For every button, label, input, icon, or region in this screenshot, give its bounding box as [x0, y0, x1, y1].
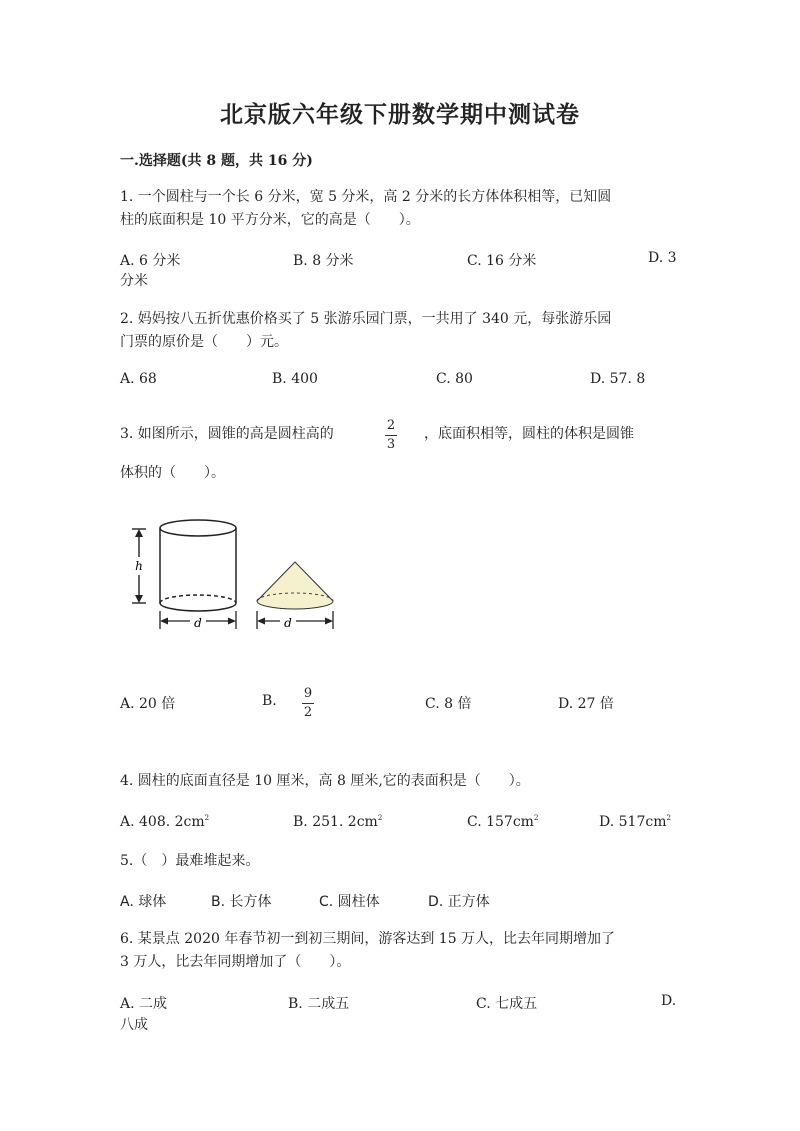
question-1-line-1: 1. 一个圆柱与一个长 6 分米，宽 5 分米，高 2 分米的长方体体积相等，已知圆 — [120, 189, 612, 205]
q4-option-d — [599, 814, 671, 830]
q3-option-b-fraction — [302, 686, 314, 721]
q4-option-c — [467, 814, 538, 830]
q4-option-a-text: A. 408. 2cm — [120, 814, 205, 830]
height-label: h — [135, 559, 143, 573]
q2-option-c: C. 80 — [436, 371, 473, 387]
question-4-line-1: 4. 圆柱的底面直径是 10 厘米，高 8 厘米,它的表面积是（ ）。 — [120, 773, 530, 789]
q3-option-b: B. — [262, 693, 277, 709]
q1-option-d: D. 3 — [648, 250, 677, 266]
cylinder-cone-figure — [120, 515, 345, 640]
q3-option-c: C. 8 倍 — [425, 696, 472, 712]
question-3-line-1a: 3. 如图所示，圆锥的高是圆柱高的 — [120, 426, 334, 442]
question-6-line-1: 6. 某景点 2020 年春节初一到初三期间，游客达到 15 万人，比去年同期增加了 — [120, 931, 616, 947]
q1-option-d-wrap: 分米 — [120, 273, 148, 289]
q6-option-b: B. 二成五 — [288, 996, 350, 1012]
q5-option-b: B. 长方体 — [211, 894, 272, 910]
q5-option-c: C. 圆柱体 — [319, 894, 380, 910]
fraction-bar — [302, 703, 314, 704]
cylinder-diameter-label: d — [194, 616, 202, 630]
question-6-line-2: 3 万人，比去年同期增加了（ ）。 — [120, 954, 351, 970]
q6-option-c: C. 七成五 — [476, 996, 538, 1012]
q2-option-b: B. 400 — [272, 371, 318, 387]
question-2-line-2: 门票的原价是（ ）元。 — [120, 334, 288, 350]
q4-option-a — [120, 814, 209, 830]
q3-option-b-numerator: 9 — [303, 686, 313, 701]
fraction-bar — [385, 435, 397, 436]
q3-option-d: D. 27 倍 — [558, 696, 614, 712]
q6-option-a: A. 二成 — [120, 996, 168, 1012]
cylinder-shape — [160, 520, 236, 611]
q1-option-c: C. 16 分米 — [467, 253, 537, 269]
q6-option-d-wrap: 八成 — [120, 1017, 148, 1033]
q4-option-c-text: C. 157cm — [467, 814, 534, 830]
cone-shape — [257, 562, 333, 609]
unit-superscript: 2 — [533, 814, 539, 822]
unit-superscript: 2 — [204, 814, 210, 822]
section-heading: 一.选择题(共 8 题，共 16 分) — [120, 153, 313, 169]
unit-superscript: 2 — [666, 814, 671, 822]
question-2-line-1: 2. 妈妈按八五折优惠价格买了 5 张游乐园门票，一共用了 340 元，每张游乐园 — [120, 311, 612, 327]
question-1-line-2: 柱的底面积是 10 平方分米，它的高是（ ）。 — [120, 212, 420, 228]
question-3-line-2: 体积的（ ）。 — [120, 465, 225, 481]
q1-option-a: A. 6 分米 — [120, 253, 181, 269]
q3-option-b-denominator: 2 — [303, 705, 313, 720]
q2-option-a: A. 68 — [120, 371, 157, 387]
question-5-line-1: 5.（ ）最难堆起来。 — [120, 853, 260, 869]
page-title: 北京版六年级下册数学期中测试卷 — [220, 101, 580, 128]
q1-option-b: B. 8 分米 — [293, 253, 354, 269]
q4-option-b — [293, 814, 382, 830]
q4-option-d-text: D. 517cm — [599, 814, 667, 830]
q3-fraction-denominator: 3 — [386, 437, 396, 452]
q5-option-a: A. 球体 — [120, 894, 167, 910]
q4-option-b-text: B. 251. 2cm — [293, 814, 378, 830]
q3-fraction — [385, 418, 397, 453]
q6-option-d: D. — [661, 993, 677, 1009]
unit-superscript: 2 — [377, 814, 383, 822]
q3-option-a: A. 20 倍 — [120, 696, 176, 712]
q5-option-d: D. 正方体 — [428, 894, 490, 910]
q2-option-d: D. 57. 8 — [590, 371, 646, 387]
cone-diameter-label: d — [284, 616, 292, 630]
q3-fraction-numerator: 2 — [386, 418, 396, 433]
question-3-line-1b: ，底面积相等，圆柱的体积是圆锥 — [424, 426, 634, 442]
